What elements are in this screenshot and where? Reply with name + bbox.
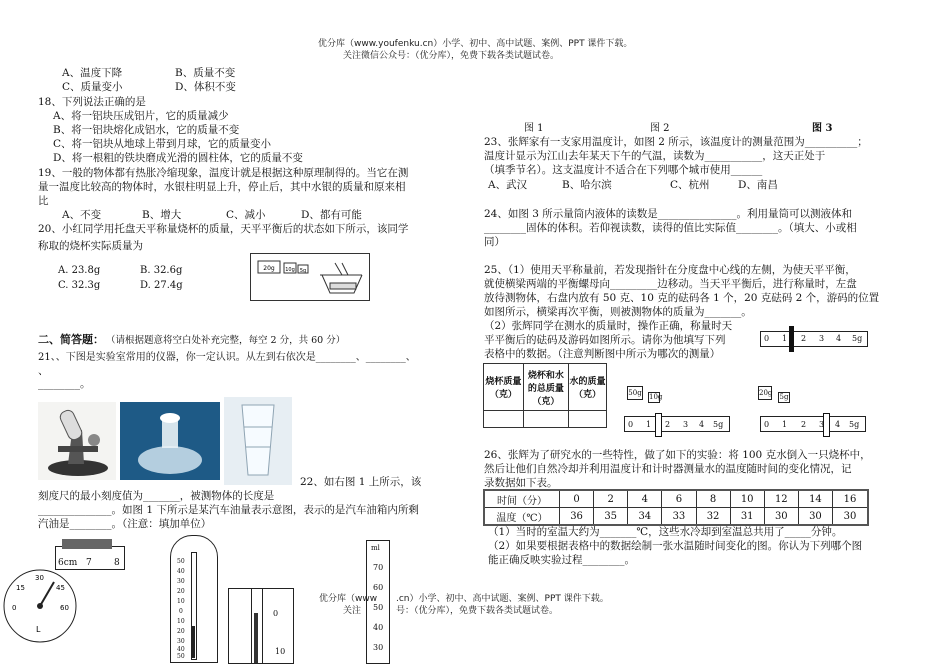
cyl-label-40: 40: [373, 623, 384, 632]
thermo-label-neg50: 50: [177, 653, 185, 660]
q26-line-3: 录数据如下表。: [484, 477, 558, 489]
scale-b-tick-5g: 5g: [849, 420, 860, 429]
q23-line-1: 23、张辉家有一支家用温度计，如图 2 所示，该温度计的测量范围为__________；: [484, 136, 868, 148]
q20-line-1: 20、小红同学用托盘天平称量烧杯的质量，天平平衡后的状态如下所示，该同学: [38, 223, 409, 235]
temp-cell: 35: [594, 508, 628, 526]
rider-scale-1: [760, 331, 868, 347]
temp-cell: 32: [696, 508, 730, 526]
temp-cell: 30: [798, 508, 832, 526]
q19-line-2: 量一温度比较高的物体时，水银柱明显上升，停止后，其中水银的质量和原来相: [38, 181, 406, 193]
q17-option-c: C、质量变小: [62, 81, 123, 93]
q19-option-d: D、都有可能: [301, 209, 362, 221]
q23-option-c: C、杭州: [670, 179, 710, 191]
q22-line-1: 22、如右图 1 上所示，该: [300, 476, 422, 488]
q25-line-1: 25、（1）使用天平称量前，若发现指针在分度盘中心线的左侧，为使天平平衡，: [484, 264, 856, 276]
figure-1-label: 图 1: [524, 123, 544, 134]
beaker-image: [224, 397, 292, 485]
q19-option-c: C、减小: [226, 209, 266, 221]
weight-10g-a: 10g: [649, 393, 663, 401]
q18-option-c: C、将一铝块从地球上带到月球，它的质量变小: [53, 138, 272, 150]
mass-header-water: 水的质量（克）: [569, 364, 607, 411]
q22-line-4: 汽油是________。（注意：填加单位）: [38, 518, 212, 530]
q26-line-1: 26、张辉为了研究水的一些特性，做了如下的实验：将 100 克水倒入一只烧杯中，: [484, 449, 871, 461]
q21-line-2: 、: [38, 365, 49, 377]
figure-3-label: 图 3: [812, 123, 833, 134]
footer-line-1: .cn）小学、初中、高中试题、案例、PPT 课件下载。: [396, 594, 609, 604]
q18-option-a: A、将一铝块压成铝片，它的质量减少: [53, 110, 229, 122]
time-cell: 8: [696, 490, 730, 508]
cyl-label-50: 50: [373, 603, 384, 612]
cyl-label-70: 70: [373, 563, 384, 572]
q26-line-5: （2）如果要根据表格中的数据绘制一张水温随时间变化的图。你认为下列哪个图: [488, 540, 863, 552]
time-cell: 16: [833, 490, 869, 508]
q25-line-3: 放待测物体，右盘内放有 50 克、10 克的砝码各 1 个，20 克砝码 2 个，游码的位置: [484, 292, 880, 304]
scale-b-tick-0: 0: [764, 420, 770, 429]
section-2-note: （请根据题意将空白处补充完整，每空 2 分，共 60 分）: [106, 335, 346, 346]
q26-line-2: 然后让他们自然冷却并利用温度计和计时器测量水的温度随时间的变化情况，记: [484, 463, 852, 475]
q21-line-1: 21、、下图是实验室常用的仪器，你一定认识。从左到右依次是________、________、: [38, 352, 416, 363]
q23-line-3: （填季节名）。这支温度计不适合在下列哪个城市使用______: [484, 164, 763, 176]
microscope-image: [38, 402, 116, 480]
time-row: [484, 490, 868, 508]
gauge-label-0: 0: [12, 604, 17, 612]
scale-a-tick-2: 2: [665, 420, 671, 429]
mass-cell-beaker[interactable]: [484, 411, 524, 428]
temp-cell: 36: [560, 508, 594, 526]
temperature-table: [483, 489, 869, 526]
scale-tick-0: 0: [764, 334, 770, 343]
time-cell: 6: [662, 490, 696, 508]
time-row-label: 时间（分）: [484, 490, 560, 508]
q24-line-3: 同）: [484, 236, 505, 248]
q25-line-4: 如图所示，横梁再次平衡，则被测物体的质量为_______。: [484, 306, 752, 318]
mass-header-total: 烧杯和水的总质量（克）: [523, 364, 568, 411]
scale-tick-3: 3: [819, 334, 825, 343]
figure-2-label: 图 2: [650, 123, 670, 134]
cyl-label-ml: ml: [371, 544, 380, 552]
thermo2-label-10: 10: [275, 647, 286, 656]
weight-5g-b: 5g: [779, 393, 789, 401]
time-cell: 0: [560, 490, 594, 508]
header-line-1: 优分库（www.youfenku.cn）小学、初中、高中试题、案例、PPT 课件下载。: [318, 39, 633, 49]
scale-tick-5g: 5g: [852, 334, 863, 343]
q17-option-a: A、温度下降: [62, 67, 123, 79]
ruler-image: [55, 546, 125, 570]
q22-line-3: ______________。如图 1 下所示是某汽车油量表示意图，表示的是汽车油箱内所剩: [38, 504, 419, 516]
thermo-label-50: 50: [177, 558, 185, 565]
q19-option-b: B、增大: [142, 209, 182, 221]
q26-line-4: （1）当时的室温大约为_______℃，这些水冷却到室温总共用了_____分钟。: [488, 526, 843, 538]
weight-50g-a: 50g: [627, 386, 643, 400]
thermo-label-20: 20: [177, 588, 185, 595]
q25-line-5: （2）张辉同学在测水的质量时，操作正确，称量时天: [484, 320, 733, 332]
q19-line-3: 比: [38, 195, 49, 207]
q23-option-b: B、哈尔滨: [562, 179, 612, 191]
thermo-label-neg10: 10: [177, 618, 185, 625]
gauge-label-45: 45: [56, 584, 65, 592]
temp-row-label: 温度（℃）: [484, 508, 560, 526]
scale-a-tick-5g: 5g: [713, 420, 724, 429]
gauge-label-l: L: [36, 625, 41, 634]
q18-stem: 18、下列说法正确的是: [38, 96, 146, 108]
temp-cell: 34: [628, 508, 662, 526]
q25-line-2: 就使横梁两端的平衡螺母向_________边移动。当天平平衡后，进行称量时，左盘: [484, 278, 857, 290]
time-cell: 10: [730, 490, 764, 508]
q25-line-7: 表格中的数据。（注意判断图中所示为哪次的测量）: [484, 348, 721, 360]
temp-cell: 33: [662, 508, 696, 526]
scale-b-tick-2: 2: [801, 420, 807, 429]
thermo2-label-0: 0: [273, 609, 279, 618]
q18-option-b: B、将一铝块熔化成铝水，它的质量不变: [53, 124, 240, 136]
q24-line-2: ________固体的体积。若仰视读数，读得的值比实际值________。（填大、小或相: [484, 222, 857, 234]
q17-option-b: B、质量不变: [175, 67, 236, 79]
q20-option-c: C. 32.3g: [58, 280, 101, 291]
mass-header-beaker: 烧杯质量（克）: [484, 364, 524, 411]
temp-cell: 30: [833, 508, 869, 526]
thermo-label-40: 40: [177, 568, 185, 575]
thermo-label-0: 0: [179, 608, 183, 615]
balance-weight-20g: 20g: [263, 265, 275, 272]
balance-image: [250, 253, 370, 301]
header-line-2: 关注微信公众号：（优分库），免费下载各类试题试卷。: [343, 51, 560, 61]
scale-a-tick-0: 0: [628, 420, 634, 429]
q23-line-2: 温度计显示为江山去年某天下午的气温，读数为___________，这天正处于: [484, 150, 826, 162]
scale-b-tick-4: 4: [835, 420, 841, 429]
thermo-label-neg30: 30: [177, 638, 185, 645]
thermo-label-30: 30: [177, 578, 185, 585]
gauge-label-15: 15: [16, 584, 25, 592]
q19-line-1: 19、一般的物体都有热胀冷缩现象，温度计就是根据这种原理制得的。当它在测: [38, 167, 409, 179]
footer-line-1-left: 优分库（www: [319, 594, 378, 604]
time-cell: 2: [594, 490, 628, 508]
balance-weight-5g: 5g: [299, 268, 307, 274]
q24-line-1: 24、如图 3 所示量筒内液体的读数是_______________。利用量筒可以测液体和: [484, 208, 852, 220]
alcohol-lamp-image: [120, 402, 220, 480]
temp-row: [484, 508, 868, 526]
temp-cell: 30: [764, 508, 798, 526]
thermometer-closeup-image: [228, 588, 294, 664]
q22-line-2: 刻度尺的最小刻度值为_______，被测物体的长度是: [38, 490, 275, 502]
scale-a-tick-4: 4: [699, 420, 705, 429]
section-2-title: 二、简答题：: [38, 333, 104, 346]
scale-b-tick-3: 3: [819, 420, 825, 429]
thermometer-image: [170, 535, 218, 663]
mass-cell-total[interactable]: [523, 411, 568, 428]
gauge-label-60: 60: [60, 604, 69, 612]
scale-tick-4: 4: [836, 334, 842, 343]
q26-line-6: 能正确反映实验过程________。: [488, 554, 635, 566]
scale-tick-2: 2: [801, 334, 807, 343]
scale-a-tick-3: 3: [683, 420, 689, 429]
thermo-label-neg20: 20: [177, 628, 185, 635]
q21-line-3: ________。: [38, 378, 91, 390]
q23-option-a: A、武汉: [488, 179, 528, 191]
q20-option-b: B. 32.6g: [140, 265, 183, 276]
q19-option-a: A、不变: [62, 209, 102, 221]
scale-tick-1: 1: [782, 334, 788, 343]
gauge-label-30: 30: [35, 574, 44, 582]
time-cell: 12: [764, 490, 798, 508]
mass-table: [483, 363, 607, 428]
time-cell: 14: [798, 490, 832, 508]
rider-scale-b: [760, 416, 866, 432]
cyl-label-30: 30: [373, 643, 384, 652]
balance-weight-10g: 10g: [285, 267, 295, 273]
q18-option-d: D、将一根粗的铁块磨成光滑的圆柱体，它的质量不变: [53, 152, 303, 164]
footer-line-2-left: 关注: [343, 606, 362, 616]
scale-b-tick-1: 1: [782, 420, 788, 429]
thermo-label-10: 10: [177, 598, 185, 605]
ruler-label-6cm: 6cm: [58, 558, 78, 568]
time-cell: 4: [628, 490, 662, 508]
q17-option-d: D、体积不变: [175, 81, 236, 93]
q25-line-6: 平平衡后的砝码及游码如图所示。请你为他填写下列: [484, 334, 726, 346]
q20-option-a: A. 23.8g: [58, 265, 101, 276]
weight-20g-b: 20g: [758, 386, 772, 400]
q20-option-d: D. 27.4g: [140, 280, 183, 291]
fuel-gauge-image: [2, 568, 78, 644]
mass-cell-water[interactable]: [569, 411, 607, 428]
q23-option-d: D、南昌: [738, 179, 778, 191]
cyl-label-60: 60: [373, 583, 384, 592]
ruler-label-8: 8: [114, 558, 120, 568]
thermo-label-neg40: 40: [177, 646, 185, 653]
rider-scale-a: [624, 416, 730, 432]
temp-cell: 31: [730, 508, 764, 526]
scale-a-tick-1: 1: [646, 420, 652, 429]
q20-line-2: 称取的烧杯实际质量为: [38, 240, 143, 252]
footer-line-2: 号：（优分库），免费下载各类试题试卷。: [396, 606, 559, 616]
ruler-label-7: 7: [86, 558, 92, 568]
